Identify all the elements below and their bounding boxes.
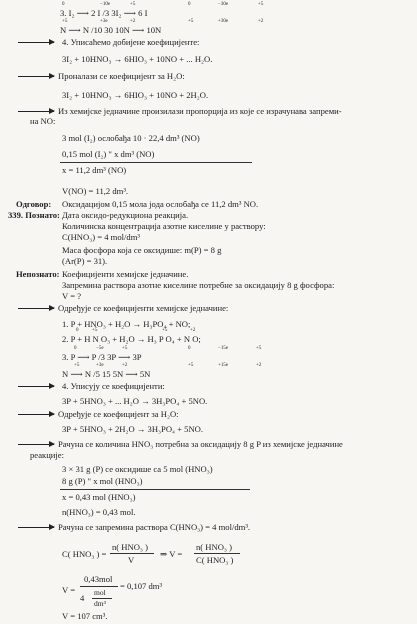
step-arrow-icon bbox=[18, 414, 54, 415]
ox-number: +2 bbox=[256, 363, 262, 368]
ox-number: +3e bbox=[100, 19, 108, 24]
step-arrow-icon bbox=[18, 111, 54, 112]
equation: 3P + 5HNO₃ + ... H₂O → 3H₃PO₄ + 5NO. bbox=[62, 396, 208, 406]
formula-implies: ⇒ V = bbox=[160, 549, 183, 559]
ox-number: −10e bbox=[100, 2, 111, 7]
ox-number: +5 bbox=[92, 328, 98, 333]
text-line: на NO: bbox=[30, 116, 56, 126]
ox-number: +3e bbox=[96, 363, 104, 368]
ox-number: −30e bbox=[218, 2, 229, 7]
text-line: Из хемијске једначине произилази пропорција из које се израчунава запреми- bbox=[58, 106, 342, 116]
formula-numerator: 0,43mol bbox=[84, 574, 113, 584]
formula-numerator: n( HNO₃ ) bbox=[196, 542, 232, 552]
equation: 3I₂ + 10HNO₃ → 6HIO₃ + 10NO + 2H₂O. bbox=[62, 90, 209, 100]
equation: 2. P + H N O₃ + H₂O → H₃ P O₄ + N O; bbox=[62, 334, 201, 344]
formula-numerator: n( HNO₃ ) bbox=[112, 542, 148, 552]
unknown-label: Непознато: bbox=[16, 269, 60, 279]
result-line: x = 0,43 mol (HNO₃) bbox=[62, 492, 136, 502]
result-line: V(NO) = 11,2 dm³. bbox=[62, 186, 129, 196]
unit-denominator: dm³ bbox=[94, 599, 106, 608]
answer-text: Оксидацијом 0,15 мола јода ослобађа се 11,2 dm³ NO. bbox=[62, 199, 259, 209]
ox-number: +2 bbox=[130, 19, 136, 24]
text-line: Проналази се коефицијент за H₂O: bbox=[58, 71, 185, 81]
step-arrow-icon bbox=[18, 386, 54, 387]
step-arrow-icon bbox=[18, 308, 54, 309]
answer-label: Одговор: bbox=[16, 199, 52, 209]
text-line: Рачуна се запремина раствора C(HNO₃) = 4 mol/dm³. bbox=[58, 522, 251, 532]
electron-balance-line: N ⟶ N /10 30 10N ⟶ 10N bbox=[60, 25, 162, 35]
ox-number: +5 bbox=[258, 2, 264, 7]
proportion-line: 3 × 31 g (P) се оксидише са 5 mol (HNO₃) bbox=[62, 464, 213, 474]
fraction-bar bbox=[80, 586, 118, 587]
ox-number: 0 bbox=[188, 346, 191, 351]
ox-number: 0 bbox=[76, 328, 79, 333]
ox-number: +30e bbox=[218, 19, 229, 24]
equation: 3I₂ + 10HNO₃ → 6HIO₃ + 10NO + ... H₂O. bbox=[62, 54, 213, 64]
problem-number-label: 339. Познато: bbox=[8, 210, 60, 220]
ox-number: +2 bbox=[258, 19, 264, 24]
ox-number: +5 bbox=[188, 363, 194, 368]
text-line: C(HNO₃) = 4 mol/dm³ bbox=[62, 232, 140, 242]
proportion-line: 3 mol (I₂) ослобађа 10 · 22,4 dm³ (NO) bbox=[62, 133, 200, 143]
formula-result: = 0,107 dm³ bbox=[120, 581, 163, 591]
text-line: 4. Уписаћемо добијене коефицијенте: bbox=[62, 37, 200, 47]
text-line: Коефицијенти хемијске једначине. bbox=[62, 269, 189, 279]
text-line: V = ? bbox=[62, 291, 82, 301]
unit-numerator: mol bbox=[94, 588, 106, 597]
text-line: Маса фосфора која се оксидише: m(P) = 8 g bbox=[62, 245, 222, 255]
ox-number: +5 bbox=[130, 2, 136, 7]
electron-balance-line: N ⟶ N /5 15 5N ⟶ 5N bbox=[62, 369, 151, 379]
step-arrow-icon bbox=[18, 76, 54, 77]
text-line: Запремина раствора азотне киселине потребне за оксидацију 8 g фосфора: bbox=[62, 280, 335, 290]
formula-denominator: V bbox=[128, 555, 135, 565]
text-line: Рачуна се количина HNO₃ потребна за оксидацију 8 g P из хемијске једначине bbox=[58, 439, 343, 449]
ox-number: +2 bbox=[190, 328, 196, 333]
text-line: Дата оксидо-редукциона реакција. bbox=[62, 210, 189, 220]
ox-number: 0 bbox=[62, 2, 65, 7]
result-line: n(HNO₃) = 0,43 mol. bbox=[62, 507, 136, 517]
ox-number: 0 bbox=[74, 346, 77, 351]
step-arrow-icon bbox=[18, 42, 54, 43]
text-line: Количинска концентрација азотне киселине у раствору: bbox=[62, 221, 266, 231]
step-arrow-icon bbox=[18, 527, 54, 528]
ox-number: −5e bbox=[96, 346, 104, 351]
formula-left: C( HNO₃ ) = bbox=[62, 549, 107, 559]
ox-number: 0 bbox=[188, 2, 191, 7]
electron-balance-line: 3. P ⟶ P /3 3P ⟶ 3P bbox=[62, 352, 142, 362]
proportion-rule bbox=[60, 489, 250, 490]
ox-number: +5 bbox=[256, 346, 262, 351]
ox-number: +2 bbox=[122, 363, 128, 368]
fraction-bar bbox=[194, 553, 240, 554]
formula-denominator: 4 bbox=[80, 593, 85, 603]
ox-number: +5 bbox=[162, 328, 168, 333]
ox-number: +15e bbox=[218, 363, 229, 368]
formula-left: V = bbox=[62, 585, 76, 595]
text-line: 4. Уписују се коефицијенти: bbox=[62, 381, 165, 391]
proportion-line: 0,15 mol (I₂) " x dm³ (NO) bbox=[62, 149, 155, 159]
text-line: реакције: bbox=[30, 450, 64, 460]
electron-balance-line: 3. I₂ ⟶ 2 I /3 3I₂ ⟶ 6 I bbox=[60, 8, 148, 18]
ox-number: +5 bbox=[74, 363, 80, 368]
fraction-bar bbox=[110, 553, 154, 554]
text-line: Одређује се коефицијент за H₂O: bbox=[58, 409, 179, 419]
formula-denominator: C( HNO₃ ) bbox=[196, 555, 234, 565]
ox-number: +5 bbox=[122, 346, 128, 351]
equation: 3P + 5HNO₃ + 2H₂O → 3H₃PO₄ + 5NO. bbox=[62, 424, 204, 434]
equation: 1. P + HNO₃ + H₂O → H₃PO₄ + NO; bbox=[62, 319, 191, 329]
text-line: Одређује се коефицијенти хемијске једначине: bbox=[58, 303, 229, 313]
ox-number: −15e bbox=[218, 346, 229, 351]
result-line: x = 11,2 dm³ (NO) bbox=[62, 165, 127, 175]
ox-number: +5 bbox=[62, 19, 68, 24]
proportion-rule bbox=[60, 162, 252, 163]
proportion-line: 8 g (P) " x mol (HNO₃) bbox=[62, 476, 143, 486]
ox-number: +5 bbox=[188, 19, 194, 24]
step-arrow-icon bbox=[18, 444, 54, 445]
result-line: V = 107 cm³. bbox=[62, 611, 108, 621]
text-line: (Ar(P) = 31). bbox=[62, 256, 108, 266]
